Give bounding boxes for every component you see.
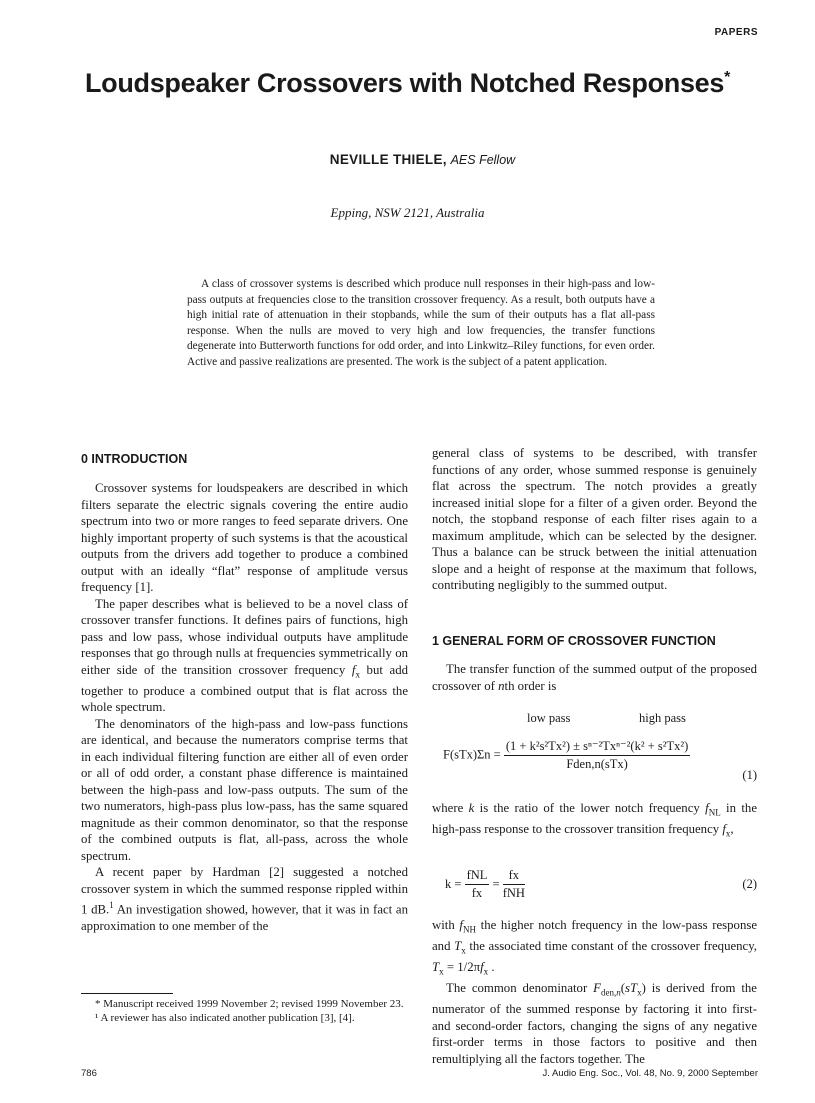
eq2-fraction-2 [503, 868, 525, 901]
paper-title-text: Loudspeaker Crossovers with Notched Responses [84, 68, 725, 98]
general-intro-paragraph [432, 661, 757, 694]
eq2-number: (2) [742, 877, 757, 891]
eq1-label-high: high pass [639, 711, 686, 725]
footnote-rule [81, 993, 173, 994]
eq1-numerator: (1 + k²s²Tx²) ± sⁿ⁻²Txⁿ⁻²(k² + s²Tx²) [504, 738, 690, 756]
common-text-b: is derived from the numerator of the summed response by factoring it into first- and second-order factors, changing the signs of any negative first-order terms in those factors to positive and then remultiplying all the factors together. The [432, 981, 757, 1066]
sub-x: x [355, 669, 360, 680]
eq2-f1-den: fx [471, 886, 483, 900]
right-column-bottom [432, 917, 757, 1067]
footnote-manuscript: * Manuscript received 1999 November 2; revised 1999 November 23. [95, 998, 404, 1010]
general-text-b: th order is [504, 678, 557, 693]
with-text-c: the associated time constant of the crossover frequency, [465, 939, 758, 954]
section-label: PAPERS [714, 27, 758, 38]
intro-p4-text-b: An investigation showed, however, that it was in fact an approximation to one member of the [81, 902, 408, 933]
general-text-a: The transfer function of the summed output of the proposed crossover of [432, 662, 757, 693]
common-text-a: The common denominator [446, 981, 594, 996]
with-paragraph: with $f_{NH}$ the higher notch frequency in the low-pass response and $T_x$ the associated time constant of the crossover frequency, $T_x = 1/2\pi f_x$ . [432, 918, 758, 977]
intro-p2-text-b: but add together to produce a combined output that is flat across the whole spectrum. [81, 662, 408, 715]
author-line [0, 152, 815, 167]
var-f: f [351, 662, 356, 677]
eq1-label-low: low pass [527, 711, 571, 725]
eq2-lhs: k = [445, 877, 462, 891]
intro-paragraph-3: The denominators of the high-pass and low-pass functions are identical, and because the numerators comprise terms that in each individual filtering function are either all of even order or all of odd order, a constant phase difference is maintained between the high-pass and low-pass outputs. The sum of the two numerators, high-pass plus low-pass, has the same squared magnitude as their common denominator, so that the response of the combined outputs is flat, all-pass, across the whole spectrum. [81, 716, 408, 863]
intro-paragraph-1: Crossover systems for loudspeakers are described in which filters separate the electric signals covering the entire audio spectrum into two or more ranges to feed separate drivers. One highly important property of such systems is that the acoustical outputs from the drivers add together to produce a combined output with an ideally “flat” response of amplitude versus frequency [1]. [81, 481, 408, 594]
intro-p4-text-a: A recent paper by Hardman [2] suggested a notched crossover system in which the summed response rippled within 1 dB. [81, 865, 408, 917]
eq1-lhs: F(sTx)Σn = [443, 747, 501, 762]
general-paragraph [432, 661, 757, 694]
page-number: 786 [81, 1068, 97, 1079]
right-column-top [432, 445, 757, 594]
k-definition-paragraph [432, 800, 757, 842]
heading-introduction: 0 INTRODUCTION [81, 452, 188, 466]
eq2-f1-num: fNL [465, 868, 490, 885]
eq1-number: (1) [742, 768, 757, 782]
journal-citation: J. Audio Eng. Soc., Vol. 48, No. 9, 2000 September [542, 1068, 758, 1079]
eq2-f2-num: fx [503, 868, 525, 885]
eq2-equals: = [492, 877, 500, 891]
k-text-a: where [432, 801, 469, 815]
left-column [81, 480, 408, 934]
intro-paragraph-2 [81, 596, 408, 716]
footnotes [81, 998, 408, 1025]
heading-general-form: 1 GENERAL FORM OF CROSSOVER FUNCTION [432, 634, 716, 648]
eq1-denominator: Fden,n(sTx) [566, 757, 628, 771]
footnote-reviewer: ¹ A reviewer has also indicated another publication [3], [4]. [95, 1011, 355, 1024]
k-text-c: in the high-pass response to the crossover transition frequency [432, 801, 757, 837]
k-paragraph: where k is the ratio of the lower notch frequency $f_{NL}$ in the high-pass response to the crossover transition frequency $f_x$, [432, 801, 757, 839]
author-role: AES Fellow [450, 153, 516, 167]
intro-paragraph-4 [81, 864, 408, 934]
eq2-f2-den: fNH [502, 886, 525, 900]
title-footnote-mark: * [724, 69, 731, 86]
equation-1 [443, 738, 690, 772]
eq1-fraction [504, 738, 690, 772]
footnote-ref-1: 1 [109, 900, 114, 911]
eq2-fraction-1 [465, 868, 490, 901]
continued-paragraph: general class of systems to be described, with transfer functions of any order, whose summed response is genuinely flat across the spectrum. The notch provides a greatly increased initial slope for a filter of a given order. Beyond the notch, the stopband response of each filter rises again to a maximum amplitude, which can be selected by the designer. Thus a balance can be struck between the initial attenuation slope and a height of response at the maximum that follows, contributing negligibly to the summed output. [432, 446, 757, 592]
with-text-a: with [432, 918, 460, 932]
abstract: A class of crossover systems is described which produce null responses in their high-pass and low-pass outputs at frequencies close to the transition crossover frequency. As a result, both outputs have a high initial rate of attenuation in their stopbands, while the sum of their outputs has a flat all-pass response. When the nulls are moved to very high and low frequencies, the transfer functions degenerate into Butterworth functions for odd order, and into Linkwitz–Riley functions, for even order. Active and passive realizations are presented. The work is the subject of a patent application. [187, 278, 655, 368]
affiliation: Epping, NSW 2121, Australia [330, 205, 485, 220]
var-n: n [498, 678, 505, 693]
equation-2 [445, 868, 525, 901]
intro-p2-text-a: The paper describes what is believed to be a novel class of crossover transfer functions. It defines pairs of functions, high pass and low pass, whose individual outputs have amplitude responses that go through nulls at frequencies symmetrically on either side of the transition crossover frequency [81, 596, 408, 677]
author-name: NEVILLE THIELE, [329, 152, 447, 167]
with-text-b: the higher notch frequency in the low-pass response and [432, 918, 758, 954]
k-text-b: is the ratio of the lower notch frequency [474, 801, 706, 815]
common-denominator-paragraph: The common denominator $F_{den,n}(sT_x)$ is derived from the numerator of the summed response by factoring it into first- and second-order factors, changing the signs of any negative first-order terms in those factors to positive and then remultiplying all the factors together. The [432, 981, 757, 1066]
paper-title [0, 68, 815, 99]
